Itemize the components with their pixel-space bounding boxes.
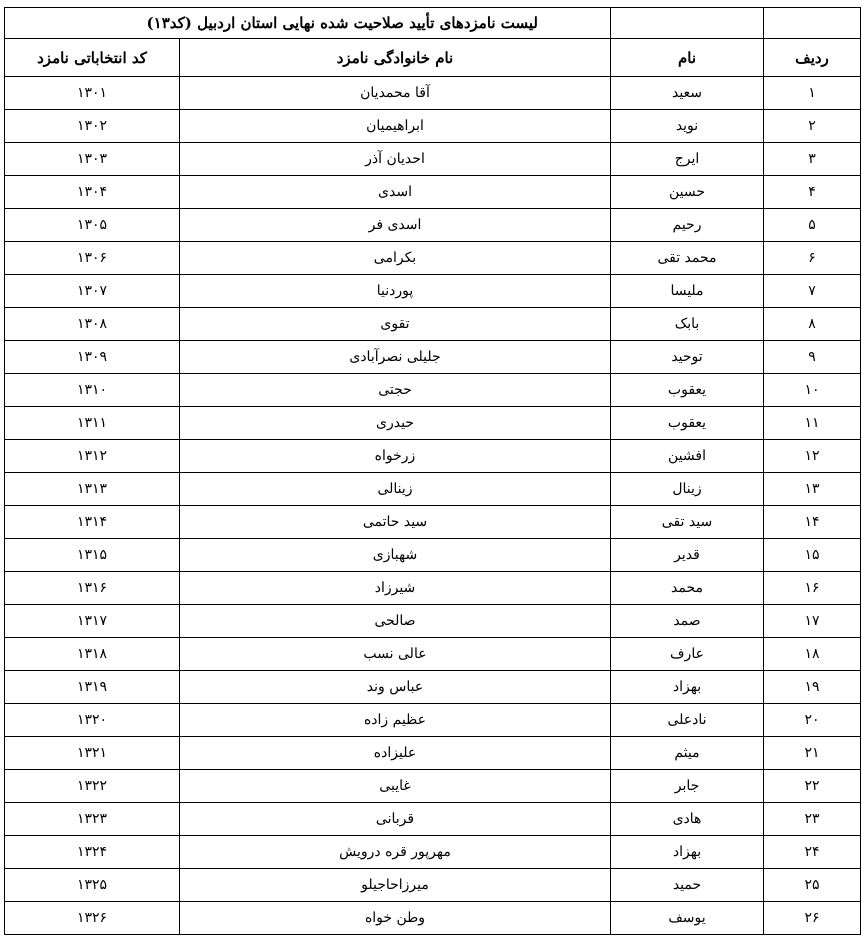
first-name-cell: ایرج	[611, 143, 764, 176]
header-last-name: نام خانوادگی نامزد	[180, 39, 611, 77]
first-name-cell: قدیر	[611, 539, 764, 572]
table-row	[5, 605, 861, 638]
last-name-cell: صالحی	[180, 605, 611, 638]
last-name-cell: وطن خواه	[180, 902, 611, 935]
row-number-cell: ۲۳	[764, 803, 861, 836]
last-name-cell: شیرزاد	[180, 572, 611, 605]
first-name-cell: صمد	[611, 605, 764, 638]
first-name-cell: عارف	[611, 638, 764, 671]
election-code-cell: ۱۳۲۶	[5, 902, 180, 935]
first-name-cell: بابک	[611, 308, 764, 341]
election-code-cell: ۱۳۱۲	[5, 440, 180, 473]
row-number-cell: ۲۱	[764, 737, 861, 770]
table-row	[5, 770, 861, 803]
row-number-cell: ۲۶	[764, 902, 861, 935]
table-row	[5, 440, 861, 473]
election-code-cell: ۱۳۰۴	[5, 176, 180, 209]
election-code-cell: ۱۳۰۲	[5, 110, 180, 143]
table-row	[5, 902, 861, 935]
last-name-cell: عالی نسب	[180, 638, 611, 671]
election-code-cell: ۱۳۱۰	[5, 374, 180, 407]
election-code-cell: ۱۳۱۱	[5, 407, 180, 440]
table-row	[5, 704, 861, 737]
election-code-cell: ۱۳۱۵	[5, 539, 180, 572]
last-name-cell: بکرامی	[180, 242, 611, 275]
first-name-cell: بهزاد	[611, 671, 764, 704]
row-number-cell: ۹	[764, 341, 861, 374]
row-number-cell: ۵	[764, 209, 861, 242]
row-number-cell: ۱۱	[764, 407, 861, 440]
last-name-cell: میرزاحاجیلو	[180, 869, 611, 902]
table-row	[5, 143, 861, 176]
row-number-cell: ۱۸	[764, 638, 861, 671]
election-code-cell: ۱۳۰۷	[5, 275, 180, 308]
row-number-cell: ۱۷	[764, 605, 861, 638]
table-row	[5, 176, 861, 209]
first-name-cell: نوید	[611, 110, 764, 143]
election-code-cell: ۱۳۰۳	[5, 143, 180, 176]
last-name-cell: عباس وند	[180, 671, 611, 704]
last-name-cell: زرخواه	[180, 440, 611, 473]
last-name-cell: ابراهیمیان	[180, 110, 611, 143]
election-code-cell: ۱۳۰۸	[5, 308, 180, 341]
election-code-cell: ۱۳۲۳	[5, 803, 180, 836]
table-row	[5, 407, 861, 440]
row-number-cell: ۱۲	[764, 440, 861, 473]
table-row	[5, 473, 861, 506]
first-name-cell: میثم	[611, 737, 764, 770]
last-name-cell: مهرپور قره درویش	[180, 836, 611, 869]
last-name-cell: اسدی	[180, 176, 611, 209]
row-number-cell: ۳	[764, 143, 861, 176]
row-number-cell: ۱۰	[764, 374, 861, 407]
first-name-cell: رحیم	[611, 209, 764, 242]
table-row	[5, 77, 861, 110]
candidates-table	[4, 7, 861, 935]
row-number-cell: ۴	[764, 176, 861, 209]
last-name-cell: تقوی	[180, 308, 611, 341]
first-name-cell: سید تقی	[611, 506, 764, 539]
table-row	[5, 836, 861, 869]
election-code-cell: ۱۳۰۹	[5, 341, 180, 374]
title-empty-cell-first-name	[611, 8, 764, 39]
table-row	[5, 671, 861, 704]
election-code-cell: ۱۳۲۵	[5, 869, 180, 902]
row-number-cell: ۱۳	[764, 473, 861, 506]
table-row	[5, 638, 861, 671]
row-number-cell: ۶	[764, 242, 861, 275]
row-number-cell: ۲	[764, 110, 861, 143]
row-number-cell: ۱۶	[764, 572, 861, 605]
election-code-cell: ۱۳۲۰	[5, 704, 180, 737]
first-name-cell: ملیسا	[611, 275, 764, 308]
header-row	[5, 39, 861, 77]
last-name-cell: شهبازی	[180, 539, 611, 572]
table-row	[5, 242, 861, 275]
header-row-number: ردیف	[764, 39, 861, 77]
row-number-cell: ۲۰	[764, 704, 861, 737]
last-name-cell: سید حاتمی	[180, 506, 611, 539]
candidates-table-body	[5, 8, 861, 935]
last-name-cell: حجتی	[180, 374, 611, 407]
row-number-cell: ۲۲	[764, 770, 861, 803]
table-row	[5, 572, 861, 605]
first-name-cell: زینال	[611, 473, 764, 506]
row-number-cell: ۲۴	[764, 836, 861, 869]
first-name-cell: توحید	[611, 341, 764, 374]
table-row	[5, 308, 861, 341]
last-name-cell: حیدری	[180, 407, 611, 440]
last-name-cell: اسدی فر	[180, 209, 611, 242]
election-code-cell: ۱۳۱۹	[5, 671, 180, 704]
last-name-cell: علیزاده	[180, 737, 611, 770]
last-name-cell: عظیم زاده	[180, 704, 611, 737]
last-name-cell: پوردنیا	[180, 275, 611, 308]
table-row	[5, 275, 861, 308]
table-row	[5, 737, 861, 770]
election-code-cell: ۱۳۲۱	[5, 737, 180, 770]
row-number-cell: ۱۹	[764, 671, 861, 704]
election-code-cell: ۱۳۰۵	[5, 209, 180, 242]
row-number-cell: ۱۵	[764, 539, 861, 572]
title-empty-cell-row	[764, 8, 861, 39]
first-name-cell: محمد تقی	[611, 242, 764, 275]
first-name-cell: یعقوب	[611, 407, 764, 440]
table-row	[5, 341, 861, 374]
first-name-cell: جابر	[611, 770, 764, 803]
row-number-cell: ۸	[764, 308, 861, 341]
row-number-cell: ۲۵	[764, 869, 861, 902]
last-name-cell: احدیان آذر	[180, 143, 611, 176]
table-row	[5, 539, 861, 572]
election-code-cell: ۱۳۰۶	[5, 242, 180, 275]
election-code-cell: ۱۳۱۴	[5, 506, 180, 539]
last-name-cell: زینالی	[180, 473, 611, 506]
election-code-cell: ۱۳۲۴	[5, 836, 180, 869]
election-code-cell: ۱۳۱۸	[5, 638, 180, 671]
table-row	[5, 110, 861, 143]
election-code-cell: ۱۳۱۶	[5, 572, 180, 605]
last-name-cell: جلیلی نصرآبادی	[180, 341, 611, 374]
election-code-cell: ۱۳۱۳	[5, 473, 180, 506]
header-first-name: نام	[611, 39, 764, 77]
table-row	[5, 803, 861, 836]
last-name-cell: غایبی	[180, 770, 611, 803]
election-code-cell: ۱۳۱۷	[5, 605, 180, 638]
election-code-cell: ۱۳۲۲	[5, 770, 180, 803]
first-name-cell: حمید	[611, 869, 764, 902]
table-row	[5, 209, 861, 242]
table-row	[5, 374, 861, 407]
first-name-cell: محمد	[611, 572, 764, 605]
election-code-cell: ۱۳۰۱	[5, 77, 180, 110]
row-number-cell: ۱۴	[764, 506, 861, 539]
last-name-cell: قربانی	[180, 803, 611, 836]
row-number-cell: ۷	[764, 275, 861, 308]
first-name-cell: هادی	[611, 803, 764, 836]
first-name-cell: افشین	[611, 440, 764, 473]
row-number-cell: ۱	[764, 77, 861, 110]
header-election-code: کد انتخاباتی نامزد	[5, 39, 180, 77]
first-name-cell: نادعلی	[611, 704, 764, 737]
last-name-cell: آقا محمدیان	[180, 77, 611, 110]
table-row	[5, 869, 861, 902]
first-name-cell: یوسف	[611, 902, 764, 935]
table-row	[5, 506, 861, 539]
first-name-cell: حسین	[611, 176, 764, 209]
first-name-cell: یعقوب	[611, 374, 764, 407]
document-sheet	[4, 7, 860, 935]
table-title: لیست نامزدهای تأیید صلاحیت شده نهایی استان اردبیل (کد۱۳)	[5, 8, 611, 39]
first-name-cell: سعید	[611, 77, 764, 110]
first-name-cell: بهزاد	[611, 836, 764, 869]
title-row	[5, 8, 861, 39]
